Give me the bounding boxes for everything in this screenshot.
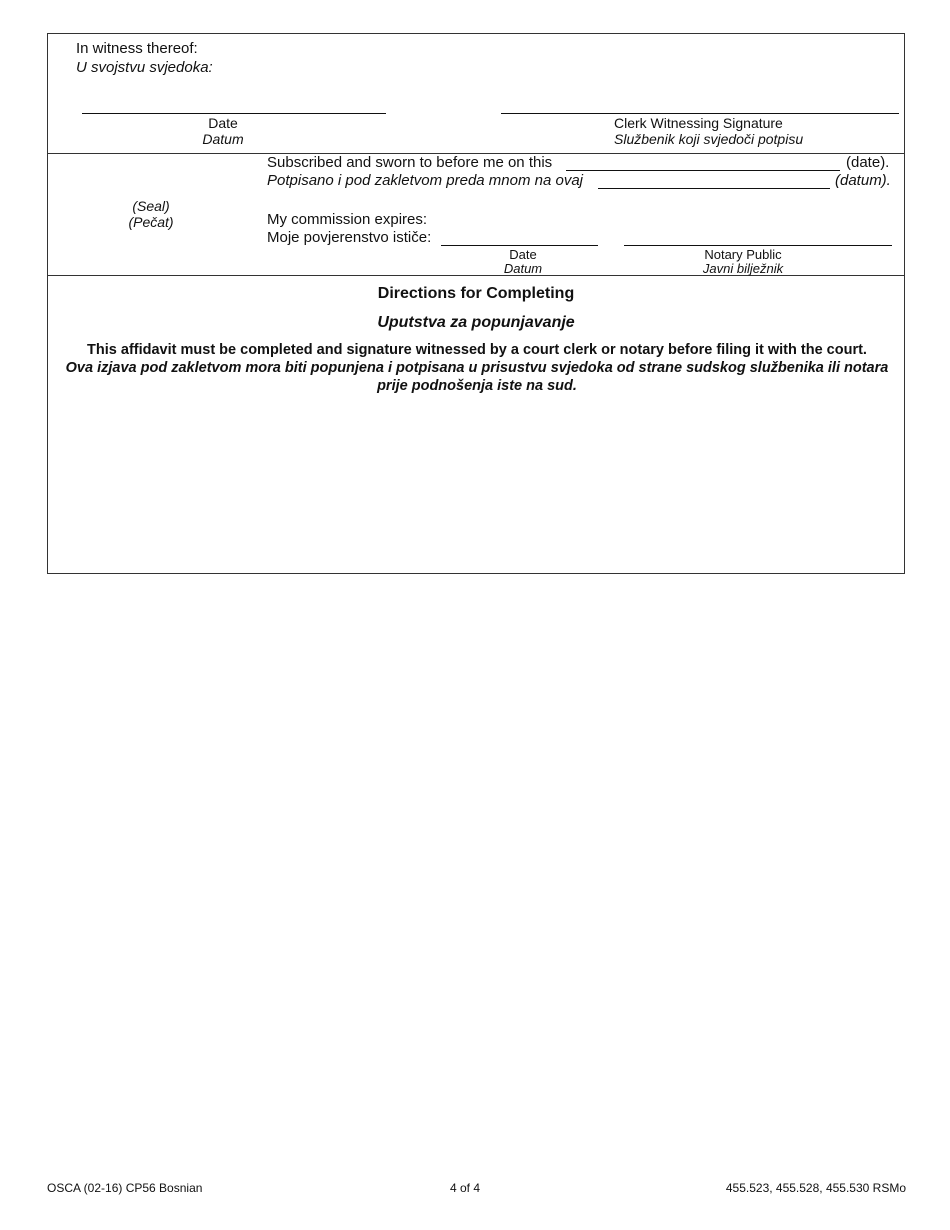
sworn-suffix-en: (date). [846, 154, 890, 171]
sworn-suffix-bs: (datum). [835, 172, 891, 189]
notary-section [48, 153, 904, 276]
affidavit-form [47, 33, 905, 574]
seal-label-en: (Seal) [132, 198, 170, 214]
sworn-text-bs: Potpisano i pod zakletvom preda mnom na ovaj [267, 172, 584, 189]
sworn-date-line-bs[interactable] [598, 188, 830, 189]
commission-text-en: My commission expires: [267, 211, 428, 228]
sworn-text-en: Subscribed and sworn to before me on this [267, 154, 553, 171]
directions-body-en: This affidavit must be completed and signature witnessed by a court clerk or notary before filing it with the court. [87, 342, 867, 358]
sworn-date-line-en[interactable] [566, 170, 840, 171]
notary-label-en: Notary Public [704, 247, 782, 262]
directions-body-bs: Ova izjava pod zakletvom mora biti popunjena i potpisana u prisustvu svjedoka od strane sudskog službenika ili notara prije podnošenja iste na sud. [65, 360, 889, 394]
commission-date-label-bs: Datum [503, 261, 543, 276]
commission-date-line[interactable] [441, 245, 598, 246]
witness-date-label-bs: Datum [202, 131, 244, 147]
directions-title-bs: Uputstva za popunjavanje [377, 314, 575, 331]
clerk-signature-label-bs: Službenik koji svjedoči potpisu [614, 131, 804, 147]
notary-label-bs: Javni bilježnik [702, 261, 784, 276]
witness-heading-bs: U svojstvu svjedoka: [76, 59, 213, 76]
witness-date-line[interactable] [82, 113, 386, 114]
seal-label-bs: (Pečat) [128, 214, 174, 230]
witness-heading-en: In witness thereof: [76, 40, 198, 57]
commission-date-label-en: Date [509, 247, 537, 262]
directions-body [56, 341, 898, 395]
directions-section [48, 275, 904, 575]
clerk-signature-line[interactable] [501, 113, 899, 114]
clerk-signature-label-en: Clerk Witnessing Signature [614, 115, 783, 131]
witness-date-label-en: Date [208, 115, 238, 131]
footer-form-id: OSCA (02-16) CP56 Bosnian [47, 1181, 203, 1195]
witness-section [48, 34, 904, 154]
directions-title-en: Directions for Completing [377, 285, 575, 302]
commission-text-bs: Moje povjerenstvo ističe: [267, 229, 432, 246]
notary-signature-line[interactable] [624, 245, 892, 246]
footer-page-number: 4 of 4 [449, 1181, 481, 1195]
footer-statutes: 455.523, 455.528, 455.530 RSMo [725, 1181, 906, 1195]
